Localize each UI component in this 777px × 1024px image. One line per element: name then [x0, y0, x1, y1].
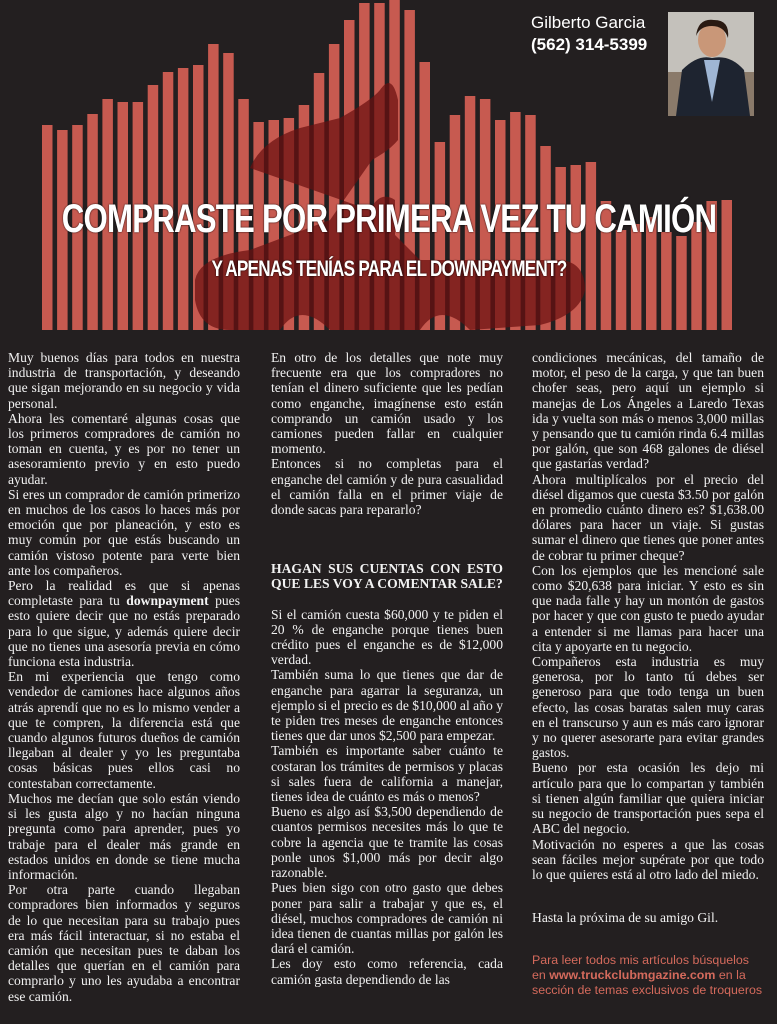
paragraph: Les doy esto como referencia, cada camión gasta dependiendo de las: [271, 956, 503, 987]
headline-subtitle: Y APENAS TENÍAS PARA EL DOWNPAYMENT?: [211, 256, 566, 281]
paragraph: Ahora multiplícalos por el precio del diésel digamos que cuesta $3.50 por galón en promedio cuánto dinero es? $1,638.00 dólares para hacer un viaje. Si gustas sumar el dinero que tienes que poner antes de cobrar tu primer cheque?: [532, 471, 764, 563]
article-column-1: [8, 350, 240, 1004]
text: en la: [715, 968, 746, 983]
paragraph: Si eres un comprador de camión primerizo en muchos de los casos lo haces más por emoción que por planeación, y esto es muy común por que estás buscando un camión vistoso potente para verte bien ante los compañeros.: [8, 486, 240, 578]
paragraph: Muy buenos días para todos en nuestra industria de transportación, y deseando que sigan mejorando en su negocio y vida personal.: [8, 350, 240, 411]
article-column-3: [532, 350, 764, 998]
website-link[interactable]: www.truckclubmgazine.com: [549, 968, 716, 983]
footer-line: [532, 968, 772, 983]
author-photo: [668, 12, 754, 116]
equalizer-bar: [676, 236, 687, 330]
paragraph: Entonces si no completas para el enganche del camión y de pura casualidad el camión falla en el primer viaje de donde sacas para repararlo?: [271, 456, 503, 518]
section-heading: HAGAN SUS CUENTAS CON ESTO QUE LES VOY A COMENTAR SALE?: [271, 561, 503, 592]
footer-line: Para leer todos mis artículos búsquelos: [532, 953, 749, 968]
footer-note: [532, 953, 772, 998]
text: pues esto quiere decir que no estás preparado para lo que sigue, y además quiere decir que no tienes una asesoría previa en cómo funciona esta industria.: [8, 593, 240, 670]
paragraph: También suma lo que tienes que dar de enganche para agarrar la seguranza, un ejemplo si el precio es de $10,000 al año y te piden tres meses de enganche entonces tienes que dar unos $2,500 para empezar.: [271, 667, 503, 744]
text: en: [532, 968, 550, 983]
paragraph: Motivación no esperes a que las cosas sean fáciles mejor supérate por que todo lo que quieres está al otro lado del miedo.: [532, 836, 764, 882]
paragraph: Bueno es algo así $3,500 dependiendo de cuantos permisos necesites más lo que te cobre la agencia que te tramite las cosas ponle unos $1,000 más por decir algo razonable.: [271, 804, 503, 881]
text: Pero la realidad es que si apenas completaste para tu: [8, 578, 240, 609]
headline-title: COMPRASTE POR PRIMERA VEZ TU CAMIÓN: [61, 197, 716, 241]
paragraph: Compañeros esta industria es muy generosa, por lo tanto tú debes ser generoso para que todo tenga un buen efecto, las cosas baratas salen muy caras en el transcurso y aun es más caro ignorar y no querer asesorarte para evitar grandes gastos.: [532, 654, 764, 761]
paragraph: Si el camión cuesta $60,000 y te piden el 20 % de enganche porque tienes buen crédito pues el enganche es de $12,000 verdad.: [271, 606, 503, 668]
paragraph: Pues bien sigo con otro gasto que debes poner para salir a trabajar y que es, el diésel, muchos compradores de camión ni idea tienen de cuantas millas por galón les dará el camión.: [271, 880, 503, 957]
paragraph: [8, 578, 240, 669]
bold-term: downpayment: [126, 593, 209, 609]
paragraph: En otro de los detalles que note muy frecuente era que los compradores no tenían el dinero suficiente que les pedían como enganche, imagínense esto están comprando un camión usado y los camiones pueden fallar en cualquier momento.: [271, 350, 503, 457]
paragraph: Bueno por esta ocasión les dejo mi artículo para que lo compartan y también si tienen algún familiar que quiera iniciar su negocio de transportación pues sepa el ABC del negocio.: [532, 760, 764, 837]
author-phone: (562) 314-5399: [531, 35, 648, 54]
paragraph: En mi experiencia que tengo como vendedor de camiones hace algunos años atrás aprendí que no es lo mismo vender a que te compren, la diferencia está que cuando algunos futuros dueños de camión llegaban al dealer y yo les preguntaba cosas básicas pues ellos casi no contestaban correctamente.: [8, 669, 240, 791]
author-name: Gilberto Garcia: [531, 13, 646, 32]
equalizer-bar: [722, 200, 733, 330]
equalizer-bar: [42, 125, 53, 330]
paragraph: Con los ejemplos que les mencioné sale como $20,638 para iniciar. Y esto es sin que nada falle y hay un montón de gastos por hacer y que con gusto te puedo ayudar a entender si me llamas para hacer una cita y apoyarte en tu negocio.: [532, 562, 764, 654]
equalizer-bar: [616, 230, 627, 330]
footer-line: sección de temas exclusivos de troqueros: [532, 983, 763, 998]
article-column-2: [271, 350, 503, 987]
banner-graphic: [0, 0, 777, 340]
author-contact: [531, 12, 647, 56]
paragraph: condiciones mecánicas, del tamaño de motor, el peso de la carga, y que tan buen chofer seas, pero aquí un ejemplo si manejas de Los Ángeles a Laredo Texas ida y vuelta son más o menos 3,000 millas y pensando que tu camión rinda 6.4 millas por galón, que son 468 galones de diésel que gastarías verdad?: [532, 350, 764, 472]
paragraph: Por otra parte cuando llegaban compradores bien informados y seguros de lo que necesitan para su trabajo pues era más fácil interactuar, si no estaba el camión que necesitan pues te daban los detalles que querían en el camión para comprarlo y uno les ayudaba a encontrar ese camión.: [8, 882, 240, 1004]
equalizer-bar: [586, 162, 597, 330]
paragraph: Muchos me decían que solo están viendo si les gusta algo y no hacían ninguna pregunta como para aprender, pues yo trabaje para el dealer más grande en estados unidos en donde se tiene mucha información.: [8, 790, 240, 882]
paragraph: También es importante saber cuánto te costaran los trámites de permisos y placas si sales fuera de california a manejar, tienes idea de cuánto es más o menos?: [271, 743, 503, 805]
paragraph: Ahora les comentaré algunas cosas que los primeros compradores de camión no toman en cuenta, y es por no tener un asesoramiento previo y en esto puedo ayudar.: [8, 410, 240, 487]
signoff: Hasta la próxima de su amigo Gil.: [532, 910, 719, 926]
equalizer-bar: [661, 232, 672, 330]
